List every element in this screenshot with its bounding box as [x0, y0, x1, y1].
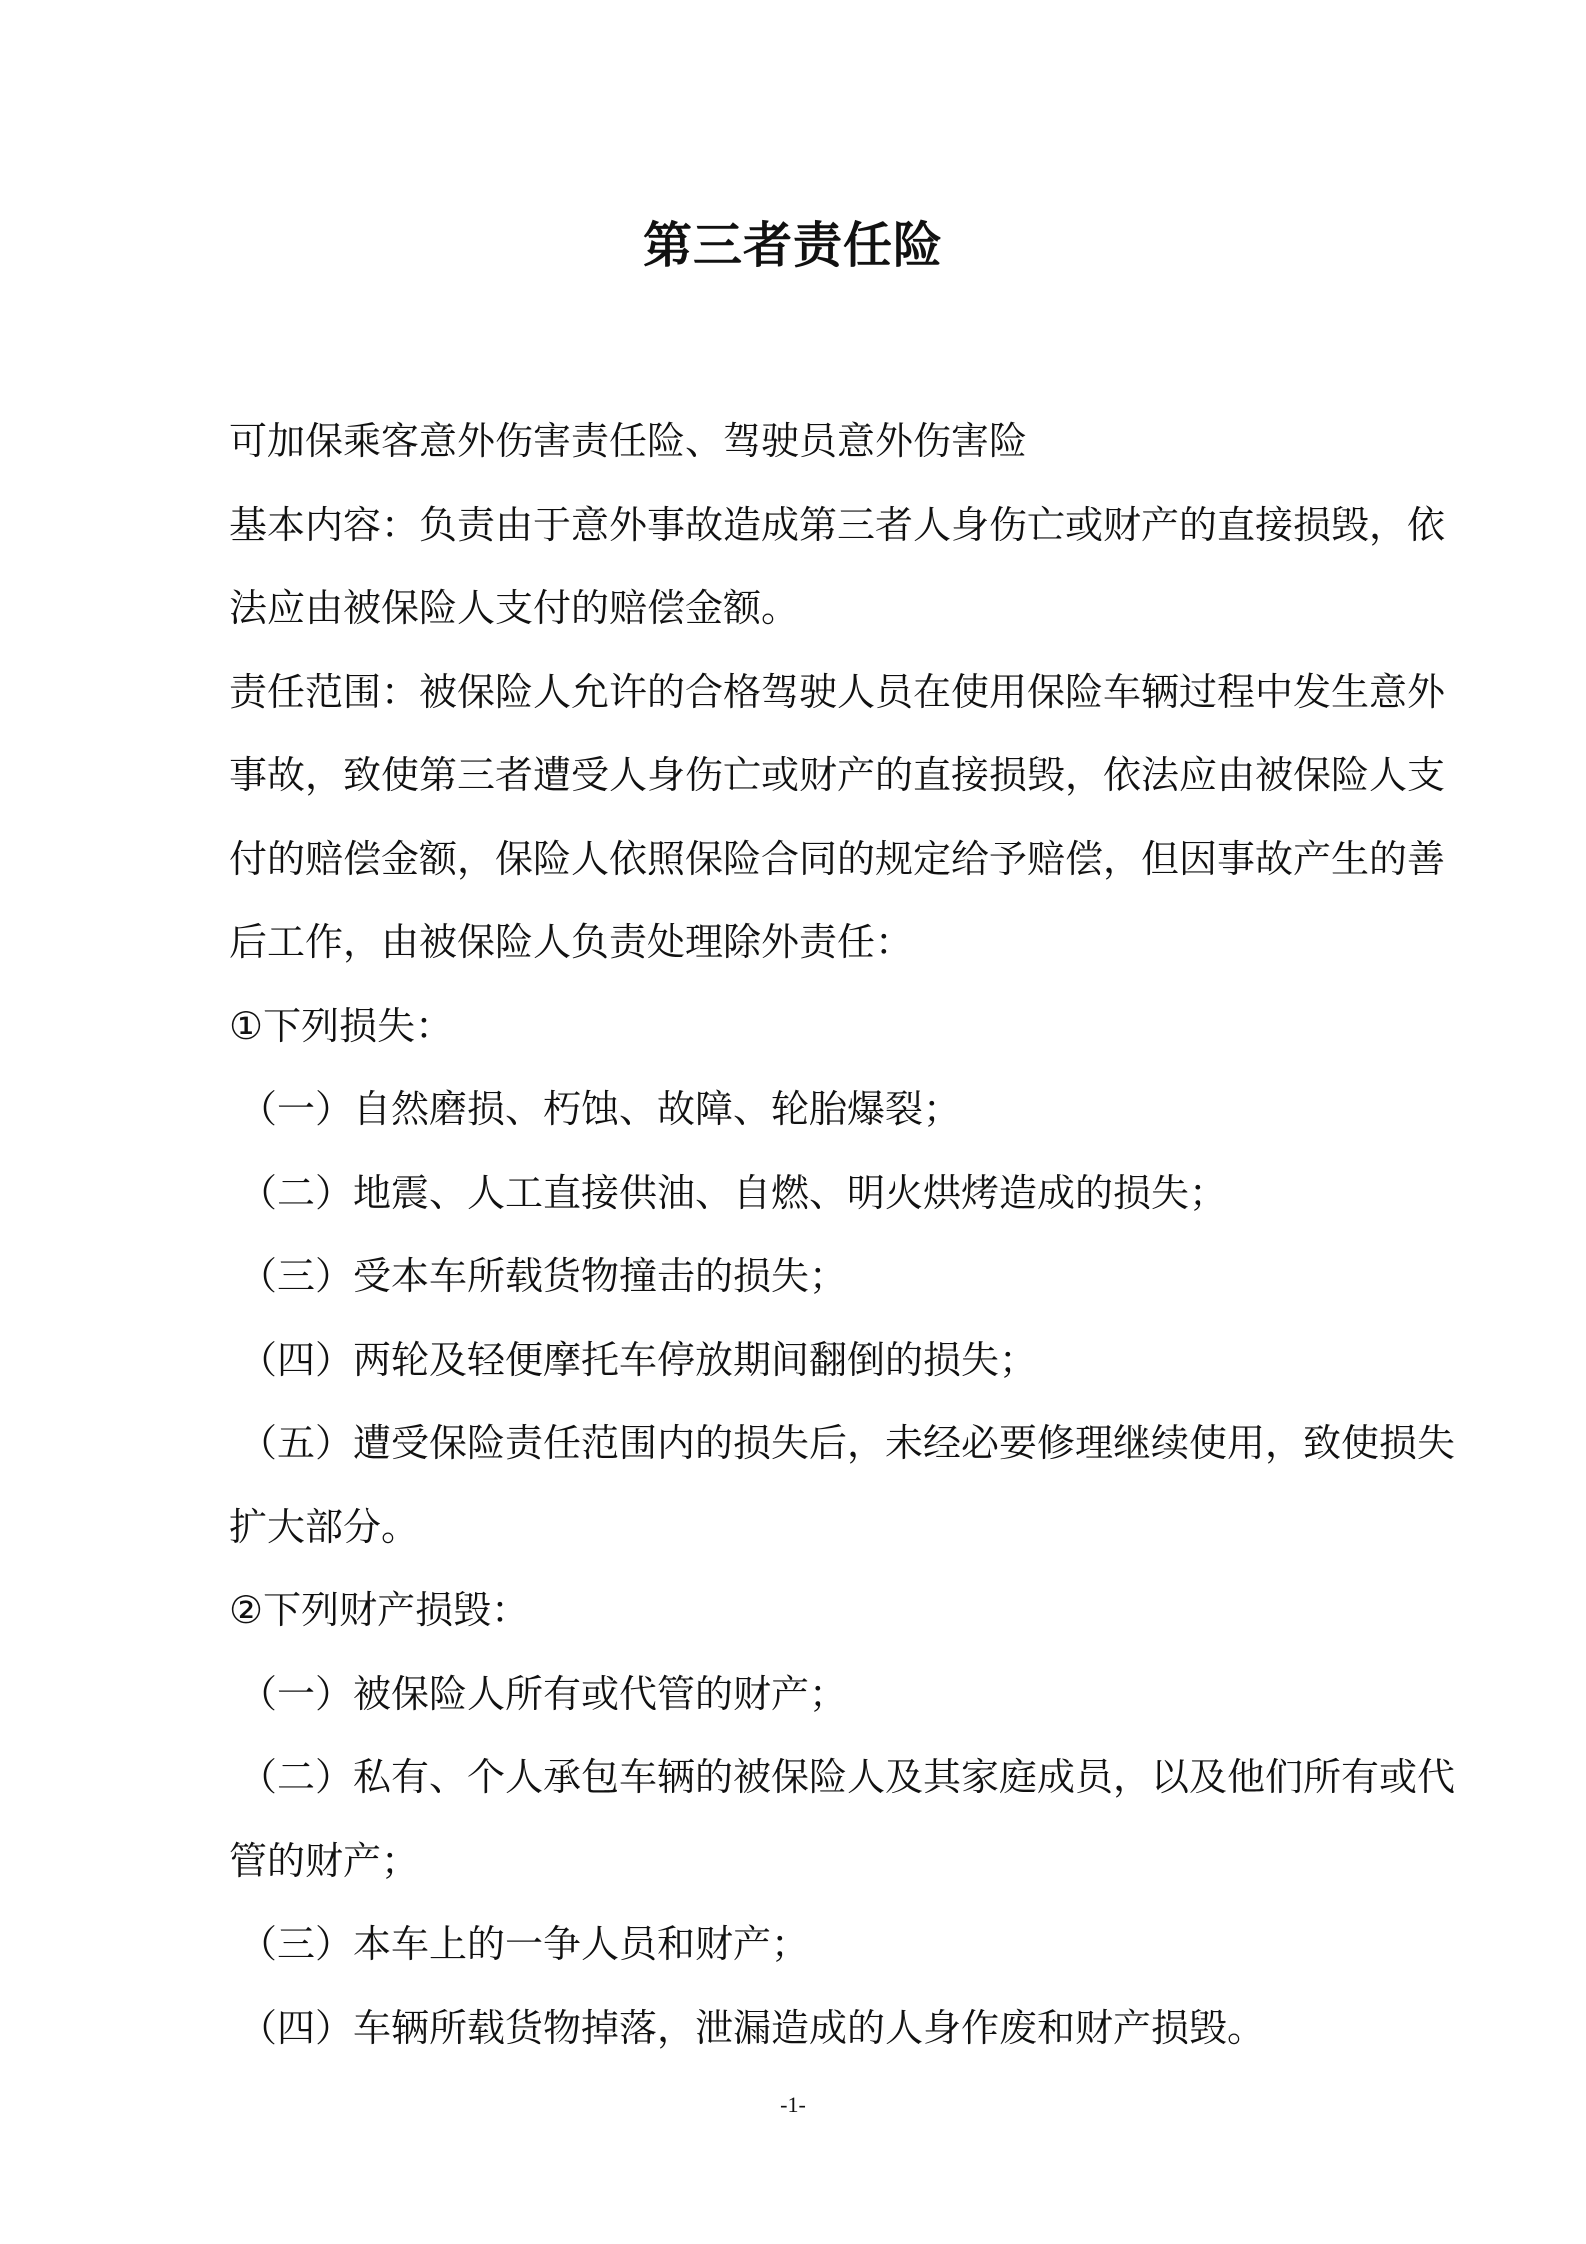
document-body	[229, 400, 1456, 2070]
section-heading: ②下列财产损毁：	[229, 1588, 530, 1632]
paragraph-line: 事故，致使第三者遭受人身伤亡或财产的直接损毁，依法应由被保险人支	[229, 753, 1446, 797]
paragraph-line: 法应由被保险人支付的赔偿金额。	[229, 586, 800, 630]
list-item: （一）自然磨损、朽蚀、故障、轮胎爆裂；	[239, 1087, 962, 1131]
paragraph-line: 责任范围：被保险人允许的合格驾驶人员在使用保险车辆过程中发生意外	[229, 669, 1446, 714]
list-item: （五）遭受保险责任范围内的损失后，未经必要修理继续使用，致使损失	[239, 1421, 1456, 1465]
paragraph-line: 基本内容：负责由于意外事故造成第三者人身伤亡或财产的直接损毁，依	[229, 502, 1446, 547]
list-item: （二）私有、个人承包车辆的被保险人及其家庭成员，以及他们所有或代	[239, 1755, 1456, 1799]
list-item: （四）两轮及轻便摩托车停放期间翻倒的损失；	[239, 1337, 1038, 1382]
section-heading: ①下列损失：	[229, 1003, 454, 1048]
list-item: （二）地震、人工直接供油、自燃、明火烘烤造成的损失；	[239, 1170, 1228, 1215]
list-item: （三）本车上的一争人员和财产；	[239, 1922, 810, 1966]
paragraph-line: 可加保乘客意外伤害责任险、驾驶员意外伤害险	[229, 419, 1028, 463]
list-item: （一）被保险人所有或代管的财产；	[239, 1671, 848, 1716]
paragraph-line: 付的赔偿金额，保险人依照保险合同的规定给予赔偿，但因事故产生的善	[229, 836, 1446, 881]
list-item-continuation: 扩大部分。	[229, 1504, 420, 1549]
list-item: （四）车辆所载货物掉落，泄漏造成的人身作废和财产损毁。	[239, 2005, 1266, 2050]
paragraph-line: 后工作，由被保险人负责处理除外责任：	[229, 920, 914, 964]
list-item-continuation: 管的财产；	[229, 1838, 420, 1883]
document-title: 第三者责任险	[642, 217, 943, 274]
list-item: （三）受本车所载货物撞击的损失；	[239, 1254, 848, 1298]
page-number: -1-	[780, 2092, 806, 2117]
